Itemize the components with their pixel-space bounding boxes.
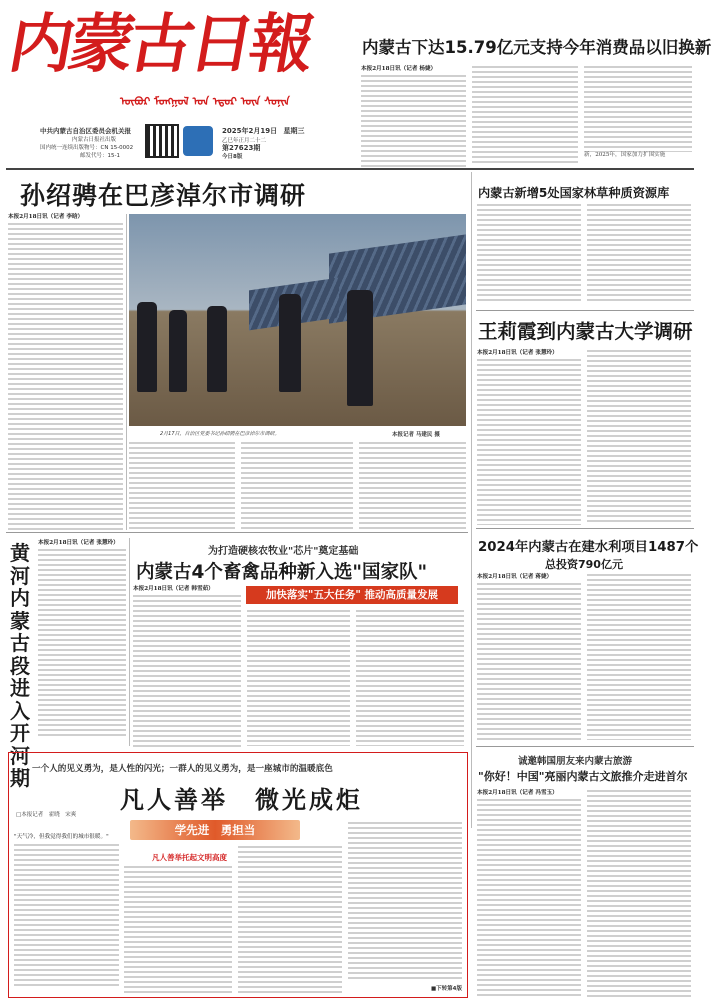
tourism-dateline: 本报2月18日讯（记者 冯雪玉） (477, 790, 558, 796)
breed-banner: 加快落实"五大任务" 推动高质量发展 (246, 586, 458, 604)
sun-column-1 (8, 214, 123, 530)
water-column-2 (587, 574, 691, 740)
breed-column-2 (247, 610, 350, 746)
lunar-date: 乙巳年正月二十二 (222, 138, 267, 144)
lead-column-1 (361, 66, 466, 166)
photo-caption: 2月17日，自治区党委书记孙绍骋在巴彦淖尔市调研。 (160, 431, 280, 437)
wang-column-1 (477, 350, 581, 524)
tourism-headline[interactable]: "你好！中国"亮丽内蒙古文旅推介走进首尔 (478, 770, 688, 783)
water-headline[interactable]: 2024年内蒙古在建水利项目1487个 (478, 540, 699, 555)
weekday: 星期三 (283, 127, 305, 135)
hero-column-3 (238, 846, 342, 994)
tourism-column-2 (587, 790, 691, 998)
breed-column-3 (356, 610, 464, 746)
lead-column-2 (472, 66, 578, 166)
sun-column-4 (359, 442, 466, 530)
hero-column-2 (124, 866, 232, 994)
tourism-column-1 (477, 790, 581, 998)
publisher: 中共内蒙古自治区委员会机关报 (40, 127, 131, 135)
tourism-kicker: 诚邀韩国朋友来内蒙古旅游 (518, 756, 633, 767)
hero-byline: □本报记者 霍晓 宋爽 (16, 812, 77, 818)
qr-code-2[interactable] (183, 126, 213, 156)
issn: 国内统一连续出版物号：CN 15-0002 (40, 145, 134, 151)
hero-kicker: 一个人的见义勇为，是人性的闪光；一群人的见义勇为，是一座城市的温暖底色 (32, 764, 333, 774)
newspaper-logo: 内蒙古日報 (3, 7, 317, 82)
forest-column-2 (587, 204, 691, 304)
hero-quote: "天气冷，但我觉得我们的城市很暖。" (14, 834, 109, 840)
photo-credit: 本报记者 马建民 摄 (392, 432, 440, 438)
lead-headline[interactable]: 内蒙古下达15.79亿元支持今年消费品以旧换新 (362, 38, 711, 57)
lead-column-3 (584, 66, 692, 166)
hero-jump[interactable]: ■下转第4版 (430, 986, 462, 992)
masthead (0, 0, 711, 168)
breed-headline[interactable]: 内蒙古4个畜禽品种新入选"国家队" (136, 562, 428, 583)
water-subhead: 总投资790亿元 (545, 558, 623, 571)
water-dateline: 本报2月18日讯（记者 蒋婕） (477, 574, 553, 580)
lead-last-line: 新，2025年，国家加力扩围实施 (584, 152, 666, 158)
breed-dateline: 本报2月18日讯（记者 韩雪茹） (133, 586, 214, 592)
issue-date (222, 126, 305, 136)
postal-code: 邮发代号：15-1 (80, 153, 120, 159)
news-photo[interactable] (129, 214, 466, 426)
yellow-river-column (38, 540, 126, 746)
sun-column-3 (241, 442, 353, 530)
yellow-river-headline[interactable]: 黄河内蒙古段进入开河期 (10, 541, 30, 790)
forest-headline[interactable]: 内蒙古新增5处国家林草种质资源库 (478, 186, 670, 200)
breed-column-1 (133, 586, 241, 746)
water-column-1 (477, 574, 581, 740)
issue-number: 第27623期 (222, 144, 261, 152)
page-count: 今日8版 (222, 154, 243, 160)
hero-subhead: 凡人善举托起文明高度 (152, 853, 227, 862)
wang-headline[interactable]: 王莉霞到内蒙古大学调研 (478, 320, 693, 343)
hero-headline[interactable]: 凡人善举 微光成炬 (120, 786, 363, 814)
wang-column-2 (587, 350, 691, 524)
wang-dateline: 本报2月18日讯（记者 张慧玲） (477, 350, 558, 356)
hero-banner: 学先进 勇担当 (130, 820, 300, 840)
lead-dateline: 本报2月18日讯（记者 杨婕） (361, 66, 437, 72)
hero-column-4 (348, 822, 462, 994)
mongolian-title: ᠥᠪᠦᠷ ᠮᠣᠩᠭᠣᠯ ᠤᠨ ᠡᠳᠦᠷ ᠦᠨ ᠰᠣᠨᠢᠨ (120, 95, 290, 108)
publisher-sub: 内蒙古日报社出版 (72, 137, 117, 143)
sun-dateline: 本报2月18日讯（记者 李晗） (8, 214, 84, 220)
sun-column-2 (129, 442, 235, 530)
sun-headline[interactable]: 孙绍骋在巴彦淖尔市调研 (20, 181, 307, 210)
breed-kicker: 为打造硬核农牧业"芯片"奠定基础 (208, 546, 359, 557)
qr-code[interactable] (145, 124, 179, 158)
forest-column-1 (477, 204, 581, 304)
date: 2025年2月19日 (222, 127, 278, 135)
hero-column-1 (14, 822, 119, 994)
yellow-dateline: 本报2月18日讯（记者 张慧玲） (38, 540, 119, 546)
